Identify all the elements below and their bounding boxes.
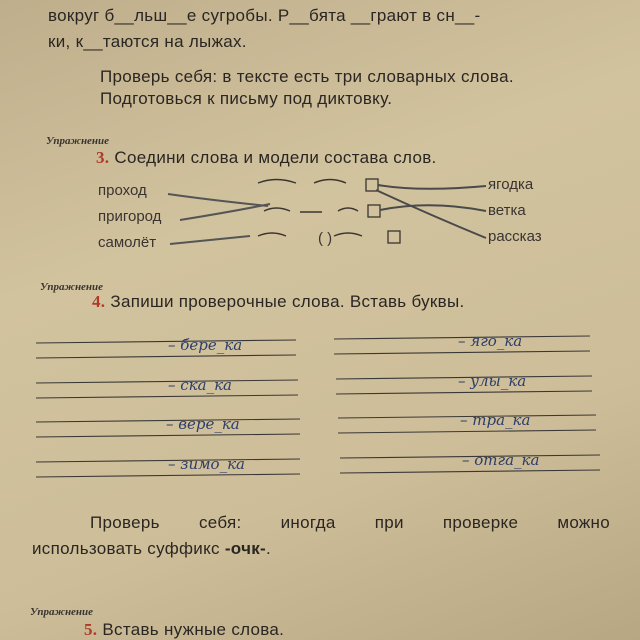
handwritten-answer: – отга_ка <box>462 451 540 469</box>
handwritten-answer: – яго_ка <box>458 332 523 350</box>
check-word: себя: <box>198 513 242 532</box>
ruled-line <box>36 434 300 437</box>
ruled-line <box>334 351 590 354</box>
exercise-number: 5. <box>84 620 98 639</box>
exercise-label: Упражнение <box>46 135 110 147</box>
ruled-line <box>36 474 300 477</box>
exercise-text: Соедини слова и модели состава слов. <box>114 148 437 167</box>
handwritten-answer: – улы_ка <box>458 372 527 390</box>
check-text <box>90 513 610 533</box>
handwritten-answer: – ска_ка <box>168 376 232 394</box>
word-left: пригород <box>98 208 162 225</box>
check-word: при <box>374 513 404 532</box>
ruled-line <box>340 470 600 473</box>
check-text: Проверь себя: в тексте есть три словарных слова. <box>100 67 514 86</box>
word-right: ветка <box>488 202 526 219</box>
exercise-number: 4. <box>92 292 106 311</box>
ruled-line <box>36 355 296 358</box>
ruled-line <box>336 391 592 394</box>
word-left: проход <box>98 182 147 199</box>
check-word: иногда <box>280 513 336 532</box>
check-text <box>32 539 271 559</box>
exercise-number: 3. <box>96 148 110 167</box>
word-right: рассказ <box>488 228 542 245</box>
handwritten-answer: – вере_ка <box>166 415 240 433</box>
check-word: Проверь <box>90 513 160 532</box>
exercise-label: Упражнение <box>30 606 94 618</box>
check-word: проверке <box>442 513 519 532</box>
check-text-part: использовать суффикс <box>32 539 225 558</box>
check-text: Подготовься к письму под диктовку. <box>100 89 393 108</box>
handwritten-answer: – зимо_ка <box>168 455 245 473</box>
check-text-part: . <box>266 539 272 558</box>
word-right: ягодка <box>488 176 534 193</box>
exercise-text: Вставь нужные слова. <box>102 620 285 639</box>
exercise-text: Запиши проверочные слова. Вставь буквы. <box>110 292 465 311</box>
handwritten-answer: – тра_ка <box>460 411 531 429</box>
text-line: вокруг б__льш__е сугробы. Р__бята __грают в сн__- <box>48 6 481 25</box>
ruled-line <box>338 430 596 433</box>
check-word: можно <box>557 513 610 532</box>
word-left: самолёт <box>98 234 157 251</box>
handwritten-answer: – бере_ка <box>168 336 243 354</box>
ruled-line <box>36 395 298 398</box>
suffix-highlight: -очк- <box>224 539 267 558</box>
ruled-line <box>36 380 298 383</box>
exercise-title <box>84 620 284 640</box>
model-paren: ( ) <box>318 230 333 247</box>
text-line: ки, к__таются на лыжах. <box>48 32 247 51</box>
ruled-line <box>36 340 296 343</box>
exercise-label: Упражнение <box>40 281 104 293</box>
